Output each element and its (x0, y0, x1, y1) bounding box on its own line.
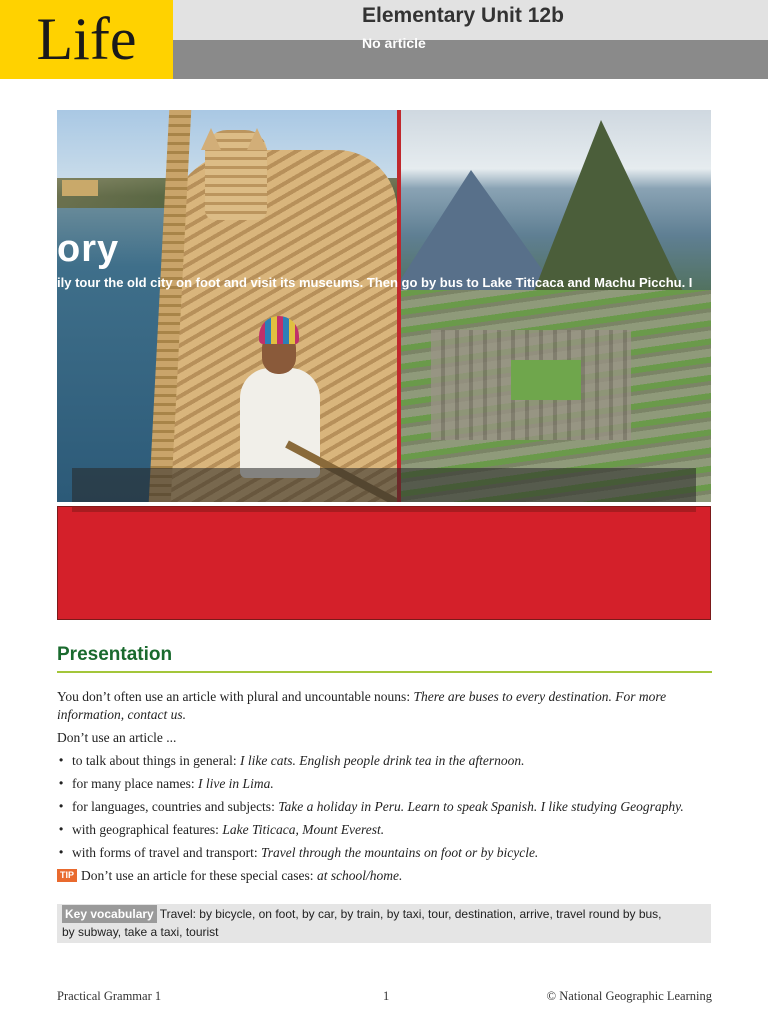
rules-list (57, 752, 712, 862)
logo-text: Life (36, 5, 137, 72)
footer-book-title: Practical Grammar 1 (57, 989, 162, 1003)
tip-badge: TIP (57, 869, 77, 882)
tip-row: TIP Don’t use an article for these special cases: at school/home. (57, 867, 712, 885)
list-item: • to talk about things in general: I like cats. English people drink tea in the afternoon. (57, 752, 712, 770)
red-panel (57, 506, 711, 620)
life-logo (0, 0, 173, 79)
vocab-line-2: by subway, take a taxi, tourist (62, 925, 219, 939)
page-number: 1 (383, 989, 390, 1003)
unit-title: Elementary Unit 12b (362, 4, 564, 27)
presentation-content (57, 688, 712, 884)
key-vocabulary-label: Key vocabulary (62, 905, 157, 923)
list-item: • for languages, countries and subjects: Take a holiday in Peru. Learn to speak Spanish. I like studying Geography. (57, 798, 712, 816)
unit-subtitle: No article (362, 35, 426, 51)
list-item: • with geographical features: Lake Titicaca, Mount Everest. (57, 821, 712, 839)
list-item: • with forms of travel and transport: Travel through the mountains on foot or by bicycle. (57, 844, 712, 862)
banner-title: ory (57, 228, 120, 270)
section-divider (57, 671, 712, 673)
banner (57, 110, 711, 620)
lead-text: Don’t use an article ... (57, 730, 177, 745)
footer-copyright: © National Geographic Learning (546, 989, 712, 1003)
machu-picchu-photo (401, 110, 711, 502)
photo-caption-bar (72, 468, 696, 504)
vocab-line-1: Travel: by bicycle, on foot, by car, by train, by taxi, tour, destination, arrive, travel round by bus, (159, 907, 662, 921)
lake-titicaca-photo (57, 110, 397, 502)
key-vocabulary-box (57, 904, 711, 943)
banner-text: ily tour the old city on foot and visit its museums. Then go by bus to Lake Titicaca and Machu Picchu. I (57, 275, 693, 290)
section-title: Presentation (57, 644, 173, 665)
intro-paragraph: You don’t often use an article with plural and uncountable nouns: There are buses to every destination. For more information, contact us. (57, 689, 667, 722)
subtitle-bar (173, 40, 768, 79)
list-item: • for many place names: I live in Lima. (57, 775, 712, 793)
